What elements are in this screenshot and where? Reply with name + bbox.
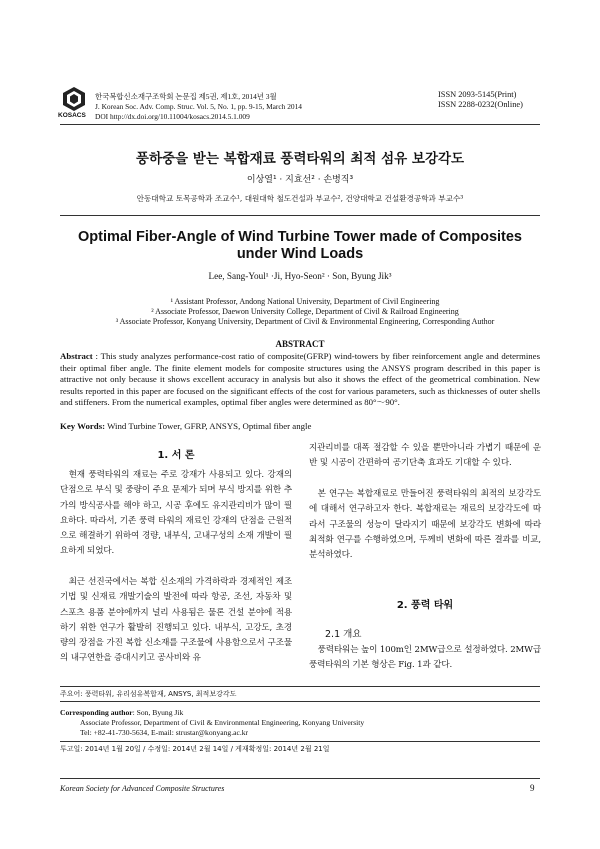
page-footer-divider <box>60 778 540 779</box>
issn-print: ISSN 2093-5145(Print) <box>438 90 517 99</box>
logo-text: KOSACS <box>58 112 86 119</box>
section-1-paragraph-3: 지관리비를 대폭 절감할 수 있을 뿐만아니라 가볍기 때문에 운반 및 시공이 간편하여 공기단축 효과도 기대할 수 있다. <box>309 443 541 469</box>
title-english: Optimal Fiber-Angle of Wind Turbine Tower made of Composites under Wind Loads <box>77 229 522 262</box>
affiliation-2: ² Associate Professor, Daewon University College, Department of Civil & Railroad Engineering <box>151 307 459 316</box>
header-divider <box>60 124 540 125</box>
journal-eng: J. Korean Soc. Adv. Comp. Struc. Vol. 5, No. 1, pp. 9-15, March 2014 <box>95 102 302 111</box>
abstract-heading: ABSTRACT <box>275 339 325 349</box>
keywords-text: Wind Turbine Tower, GFRP, ANSYS, Optimal fiber angle <box>105 421 312 431</box>
keywords-korean: 주요어: 풍력타워, 유리섬유복합재, ANSYS, 최적보강각도 <box>60 690 237 698</box>
journal-info <box>95 92 302 122</box>
section-1-heading: 1. 서 론 <box>157 450 195 461</box>
affiliation-3: ³ Associate Professor, Konyang University, Department of Civil & Environmental Engineering, Corresponding Author <box>115 317 495 326</box>
kosacs-logo-icon <box>61 86 87 112</box>
corresponding-author <box>60 708 540 738</box>
affiliations-korean: 안동대학교 토목공학과 조교수¹, 대원대학 철도건설과 부교수², 건양대학교 건설환경공학과 부교수³ <box>136 194 464 203</box>
footer-divider-top <box>60 686 540 687</box>
section-1-paragraph-4: 본 연구는 복합재료로 만들어진 풍력타워의 최적의 보강각도에 대해서 연구하고자 한다. 복합재료는 재료의 보강각도에 따라서 구조물의 성능이 달라지기 때문에 보강각도 변화에 따라 최적화 연구를 수행하였으며, 두께비 변화에 따른 결과를 비교, 분석하였다. <box>309 489 541 561</box>
keywords-line <box>60 421 540 433</box>
corresponding-label: Corresponding author <box>60 708 133 717</box>
authors-english: Lee, Sang-Youl¹ ·Ji, Hyo-Seon² · Son, Byung Jik³ <box>208 271 392 281</box>
corresponding-contact: Tel: +82-41-730-5634, E-mail: strustar@konyang.ac.kr <box>80 728 249 737</box>
abstract-body <box>60 351 540 409</box>
section-1-paragraph-2: 최근 선진국에서는 복합 신소재의 가격하락과 경제적인 제조기법 및 신재료 개발기술의 발전에 따라 항공, 조선, 자동차 및 스포츠 용품 분야에까지 널리 사용됨은 물론 건설 분야에 적용하기 위한 연구가 활발히 진행되고 있다. 내부식, 고강도, 초경량의 장점을 가진 복합 신소재를 구조물에 사용함으로서 구조물의 내구연한을 증대시키고 공사비와 유 <box>60 577 292 664</box>
society-name: Korean Society for Advanced Composite Structures <box>60 784 225 793</box>
footer-divider-bottom <box>60 741 540 742</box>
footer-divider-mid <box>60 701 540 702</box>
corresponding-name: : Son, Byung Jik <box>132 708 184 717</box>
issn-block <box>438 90 523 110</box>
doi-link[interactable]: DOI http://dx.doi.org/10.11004/kosacs.2014.5.1.009 <box>95 112 250 121</box>
section-2-1-heading: 2.1 개요 <box>325 629 362 640</box>
section-1-paragraph-1: 현재 풍력타워의 재료는 주로 강재가 사용되고 있다. 강재의 단점으로 부식 및 중량이 주요 문제가 되며 부식 방지를 위한 추가의 방식공사를 해야 하고, 시공 후에도 유지관리비가 많이 필요하다. 따라서, 기존 풍력 타워의 재료인 강재의 단점을 근원적으로 해결하기 위하여 경량, 내부식, 고내구성의 소재 개발이 필요하게 되었다. <box>60 470 292 557</box>
issn-online: ISSN 2288-0232(Online) <box>438 100 523 109</box>
section-2-1-paragraph-1: 풍력타워는 높이 100m인 2MW급으로 설정하였다. 2MW급 풍력타워의 기본 형상은 Fig. 1과 같다. <box>309 645 541 671</box>
abstract-label: Abstract <box>60 351 93 361</box>
abstract-text: : This study analyzes performance-cost ratio of composite(GFRP) wind-towers by fiber reinforcement angle and determines their optimal fiber angle. The finite element models for composite structures using the ANSYS program described in this paper is attractive not only because it shows excellent accuracy in analysis but also it shows the effect of the geometrical combination. New results reported in this paper are focused on the significant effects of the cost for various parameters, such as thicknesses of outer shells and stiffeners. From the numerical examples, optimal fiber angles were determined as 80°～90°. <box>60 351 540 408</box>
section-2-heading: 2. 풍력 타워 <box>396 600 454 611</box>
journal-kor: 한국복합신소재구조학회 논문집 제5권, 제1호, 2014년 3월 <box>95 92 277 101</box>
submission-dates: 투고일: 2014년 1월 20일 / 수정일: 2014년 2월 14일 / 게재확정일: 2014년 2월 21일 <box>60 745 330 753</box>
affiliation-1: ¹ Assistant Professor, Andong National University, Department of Civil Engineering <box>170 297 440 306</box>
keywords-label: Key Words: <box>60 421 106 431</box>
page-number: 9 <box>530 783 535 793</box>
authors-korean: 이상열¹ · 지효선² · 손병직³ <box>246 175 354 185</box>
title-korean: 풍하중을 받는 복합재료 풍력타워의 최적 섬유 보강각도 <box>135 151 465 167</box>
affiliations-english <box>70 297 540 327</box>
title-divider <box>60 215 540 216</box>
corresponding-affiliation: Associate Professor, Department of Civil & Environmental Engineering, Konyang University <box>80 718 365 727</box>
